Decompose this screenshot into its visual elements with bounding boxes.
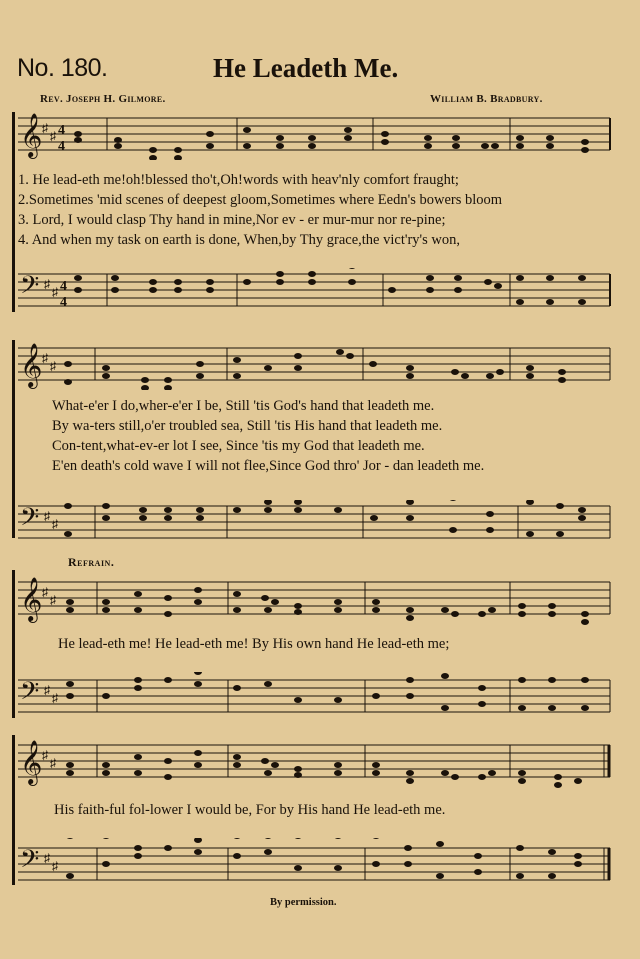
lyricist-credit: Rev. Joseph H. Gilmore.: [40, 93, 166, 105]
svg-text:♯: ♯: [50, 593, 56, 607]
verse-1-line-a: 1. He lead-eth me!oh!blessed tho't,Oh!words with heav'nly comfort fraught;: [18, 172, 459, 188]
verse-3-line-a: 3. Lord, I would clasp Thy hand in mine,Nor ev - er mur-mur nor re-pine;: [18, 212, 446, 228]
refrain-label: Refrain.: [68, 555, 115, 569]
svg-text:4: 4: [60, 295, 67, 310]
treble-staff-3: [0, 572, 640, 627]
bass-clef-icon: 𝄢: [20, 272, 40, 305]
svg-text:4: 4: [58, 139, 65, 154]
verse-4-line-a: 4. And when my task on earth is done, When,by Thy grace,the vict'ry's won,: [18, 232, 461, 248]
bass-clef-icon: 𝄢: [20, 504, 40, 537]
treble-clef-icon: 𝄞: [20, 579, 43, 621]
verse-2-line-b: By wa-ters still,o'er troubled sea, Still 'tis His hand that leadeth me.: [52, 418, 443, 434]
svg-text:♯: ♯: [42, 748, 48, 762]
refrain-lyric-line-2: His faith-ful fol-lower I would be, For by His hand He lead-eth me.: [54, 802, 446, 818]
svg-text:♯: ♯: [44, 851, 50, 865]
treble-staff-1: [0, 110, 640, 160]
bass-clef-icon: 𝄢: [20, 678, 40, 711]
bass-clef-icon: 𝄢: [20, 846, 40, 879]
bass-staff-3: [0, 672, 640, 722]
svg-text:♯: ♯: [52, 691, 58, 705]
svg-text:♯: ♯: [50, 129, 56, 143]
bass-staff-1: [0, 268, 640, 318]
svg-text:4: 4: [58, 123, 65, 138]
treble-clef-icon: 𝄞: [20, 115, 43, 157]
svg-text:♯: ♯: [44, 277, 50, 291]
verse-2-line-a: 2.Sometimes 'mid scenes of deepest gloom,Sometimes where Eedn's bowers bloom: [18, 192, 503, 208]
svg-text:♯: ♯: [52, 517, 58, 531]
svg-text:♯: ♯: [44, 683, 50, 697]
hymn-number: No. 180.: [17, 54, 108, 82]
hymn-title: He Leadeth Me.: [213, 53, 399, 83]
svg-text:♯: ♯: [50, 756, 56, 770]
svg-text:♯: ♯: [42, 351, 48, 365]
treble-staff-2: [0, 340, 640, 390]
verse-3-line-b: Con-tent,what-ev-er lot I see, Since 'tis my God that leadeth me.: [52, 438, 425, 454]
svg-text:4: 4: [60, 279, 67, 294]
bass-staff-2: [0, 500, 640, 550]
refrain-lyric-line-1: He lead-eth me! He lead-eth me! By His own hand He lead-eth me;: [58, 636, 450, 652]
treble-clef-icon: 𝄞: [20, 742, 43, 784]
svg-text:♯: ♯: [44, 509, 50, 523]
verse-1-line-b: What-e'er I do,wher-e'er I be, Still 'tis God's hand that leadeth me.: [52, 398, 435, 414]
svg-text:♯: ♯: [52, 285, 58, 299]
verse-4-line-b: E'en death's cold wave I will not flee,Since God thro' Jor - dan leadeth me.: [52, 458, 485, 474]
svg-text:♯: ♯: [42, 121, 48, 135]
treble-staff-4: [0, 735, 640, 790]
svg-text:♯: ♯: [50, 359, 56, 373]
svg-text:♯: ♯: [42, 585, 48, 599]
svg-text:♯: ♯: [52, 859, 58, 873]
treble-clef-icon: 𝄞: [20, 345, 43, 387]
bass-staff-4: [0, 838, 640, 890]
permission-note: By permission.: [270, 897, 337, 908]
composer-credit: William B. Bradbury.: [430, 93, 543, 105]
